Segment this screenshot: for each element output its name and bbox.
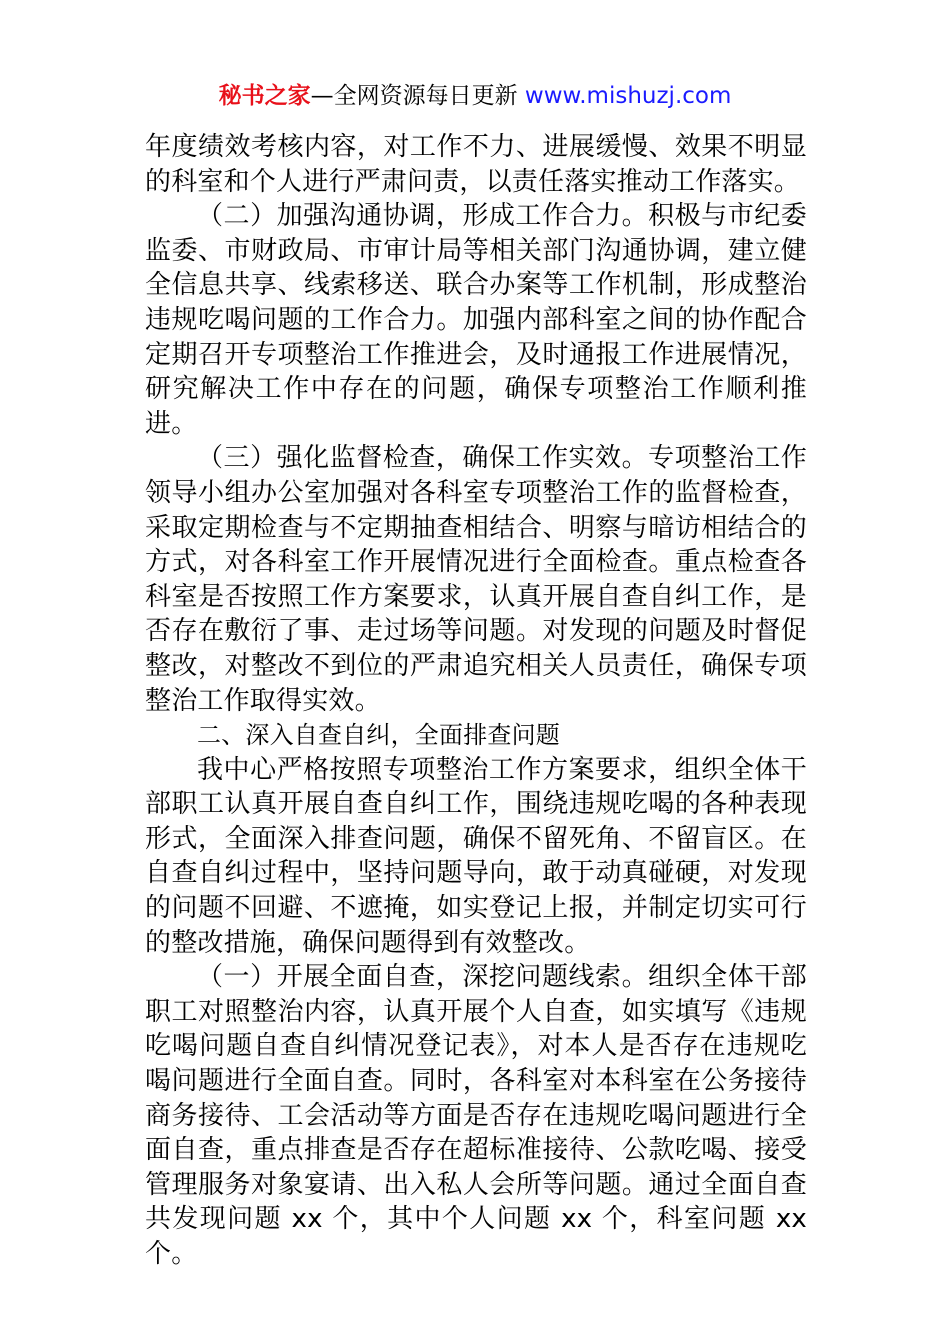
section-heading: 二、深入自查自纠，全面排查问题 — [197, 721, 560, 750]
paragraph-supervision: （三）强化监督检查，确保工作实效。专项整治工作领导小组办公室加强对各科室专项整治工作的监督检查，采取定期检查与不定期抽查相结合、明察与暗访相结合的方式，对各科室工作开展情况进行全面检查。重点检查各科室是否按照工作方案要求，认真开展自查自纠工作，是否存在敷衍了事、走过场等问题。对发现的问题及时督促整改，对整改不到位的严肃追究相关人员责任，确保专项整治工作取得实效。 — [145, 443, 807, 716]
paragraph-continuation: 年度绩效考核内容，对工作不力、进展缓慢、效果不明显的科室和个人进行严肃问责，以责任落实推动工作落实。 — [145, 132, 807, 197]
paragraph-self-inspection: 我中心严格按照专项整治工作方案要求，组织全体干部职工认真开展自查自纠工作，围绕违规吃喝的各种表现形式，全面深入排查问题，确保不留死角、不留盲区。在自查自纠过程中，坚持问题导向，敢于动真碰硬，对发现的问题不回避、不遮掩，如实登记上报，并制定切实可行的整改措施，确保问题得到有效整改。 — [145, 754, 807, 958]
site-url-link[interactable]: www.mishuzj.com — [524, 83, 732, 109]
paragraph-full-check: （一）开展全面自查，深挖问题线索。组织全体干部职工对照整治内容，认真开展个人自查，如实填写《违规吃喝问题自查自纠情况登记表》，对本人是否存在违规吃喝问题进行全面自查。同时，各科室对本科室在公务接待商务接待、工会活动等方面是否存在违规吃喝问题进行全面自查，重点排查是否存在超标准接待、公款吃喝、接受管理服务对象宴请、出入私人会所等问题。通过全面自查共发现问题 xx 个，其中个人问题 xx 个，科室问题 xx 个。 — [145, 962, 807, 1269]
document-body — [145, 130, 807, 1272]
brand-name: 秘书之家 — [218, 83, 311, 109]
paragraph-communication: （二）加强沟通协调，形成工作合力。积极与市纪委监委、市财政局、市审计局等相关部门沟通协调，建立健全信息共享、线索移送、联合办案等工作机制，形成整治违规吃喝问题的工作合力。加强内部科室之间的协作配合定期召开专项整治工作推进会，及时通报工作进展情况，研究解决工作中存在的问题，确保专项整治工作顺利推进。 — [145, 201, 807, 439]
header-tagline: —全网资源每日更新 — [310, 83, 518, 109]
site-header — [0, 80, 950, 112]
